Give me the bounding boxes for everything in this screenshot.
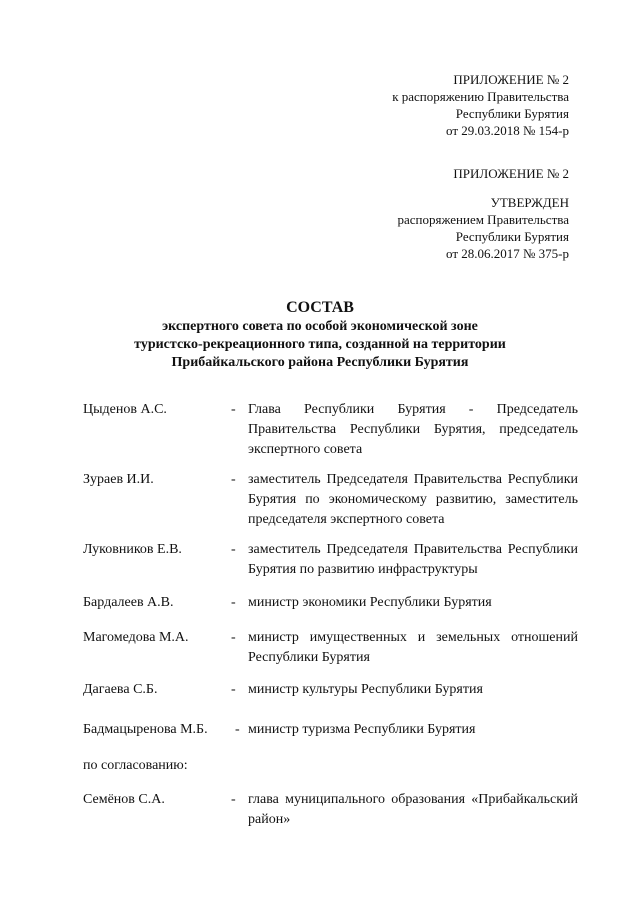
member-role: министр имущественных и земельных отношений Республики Бурятия (248, 630, 578, 665)
member-name: Дагаева С.Б. (83, 682, 158, 697)
appendix-date: от 29.03.2018 № 154-р (446, 123, 569, 138)
member-role: заместитель Председателя Правительства Республики Бурятия по развитию инфраструктуры (248, 542, 578, 577)
member-role: глава муниципального образования «Прибайкальский район» (248, 792, 578, 827)
member-name: Семёнов С.А. (83, 792, 165, 807)
member-name: Цыденов А.С. (83, 402, 167, 417)
member-name: Магомедова М.А. (83, 630, 189, 645)
member-role: заместитель Председателя Правительства Республики Бурятия по экономическому развитию, заместитель председателя экспертного совета (248, 472, 578, 527)
appendix-date: от 28.06.2017 № 375-р (446, 246, 569, 261)
heading-subtitle-line: экспертного совета по особой экономической зоне (162, 319, 478, 334)
member-role: министр туризма Республики Бурятия (248, 722, 476, 737)
member-role: Глава Республики Бурятия - Председатель Правительства Республики Бурятия, председатель экспертного совета (248, 402, 578, 457)
member-name: Луковников Е.В. (83, 542, 182, 557)
appendix-line: распоряжением Правительства (397, 212, 569, 227)
appendix-header-current (392, 71, 569, 139)
member-dash: - (231, 682, 236, 697)
member-name: Бардалеев А.В. (83, 595, 174, 610)
heading-subtitle-line: туристско-рекреационного типа, созданной на территории (134, 337, 506, 352)
member-dash: - (231, 472, 236, 487)
heading-title: СОСТАВ (286, 299, 354, 316)
member-dash: - (231, 595, 236, 610)
member-dash: - (231, 402, 236, 417)
member-name: Зураев И.И. (83, 472, 154, 487)
agreement-note: по согласованию: (83, 758, 188, 773)
appendix-line: Республики Бурятия (455, 229, 569, 244)
appendix-line: к распоряжению Правительства (392, 89, 569, 104)
member-dash: - (231, 630, 236, 645)
appendix-header-original (397, 165, 569, 262)
member-role: министр культуры Республики Бурятия (248, 682, 483, 697)
appendix-line: Республики Бурятия (455, 106, 569, 121)
document-heading (60, 298, 580, 372)
member-dash: - (231, 792, 236, 807)
approved-label: УТВЕРЖДЕН (490, 195, 569, 210)
member-role: министр экономики Республики Бурятия (248, 595, 492, 610)
member-dash: - (231, 542, 236, 557)
member-name: Бадмацыренова М.Б. (83, 722, 208, 737)
heading-subtitle-line: Прибайкальского района Республики Бурятия (171, 355, 469, 370)
member-dash: - (235, 722, 240, 737)
appendix-title: ПРИЛОЖЕНИЕ № 2 (453, 166, 569, 181)
appendix-title: ПРИЛОЖЕНИЕ № 2 (453, 72, 569, 87)
